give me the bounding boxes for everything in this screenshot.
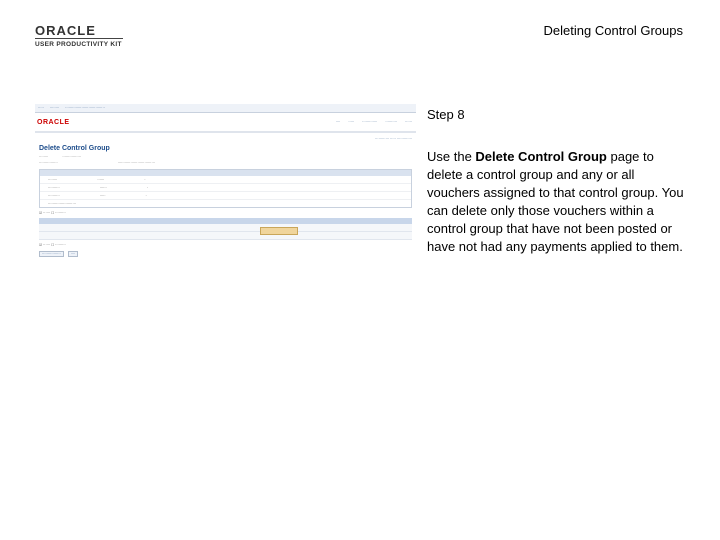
- thumbnail-info-row-2: ················ ································: [39, 161, 155, 165]
- thumbnail-brand-bar: [35, 113, 416, 133]
- logo-product: USER PRODUCTIVITY KIT: [35, 41, 122, 48]
- step-label: Step 8: [427, 107, 465, 122]
- logo-rule: [35, 38, 123, 39]
- thumbnail-totals-box: ········ ······ · ·········· ······ · ·········· ····· · ························: [39, 169, 412, 208]
- thumbnail-grid-row: [39, 232, 412, 240]
- screenshot-thumbnail: [35, 104, 416, 280]
- thumbnail-grid-row: [39, 224, 412, 232]
- step-description: [427, 148, 685, 256]
- thumbnail-update-button: [260, 227, 298, 235]
- thumbnail-footer-buttons: ················ ····: [39, 251, 416, 257]
- description-bold-term: Delete Control Group: [475, 149, 607, 164]
- thumbnail-checkboxes-2: ☑ ······ ☐ ·········: [39, 243, 66, 247]
- logo-brand: ORACLE: [35, 23, 96, 38]
- thumbnail-menu: ···· ····· ············· ·········· ······: [335, 120, 412, 124]
- description-text-after: page to delete a control group and any or all vouchers assigned to that control group. You can delete only those vouchers within a control group that have not been posted or have not had any payments applied to them.: [427, 149, 684, 254]
- thumbnail-page-title: Delete Control Group: [39, 145, 110, 152]
- oracle-upk-logo: [35, 24, 125, 48]
- thumbnail-info-row: ········ ················: [39, 155, 81, 159]
- thumbnail-links: ············ ····· ·············: [375, 137, 412, 141]
- description-text-before: Use the: [427, 149, 476, 164]
- thumbnail-brand: ORACLE: [37, 118, 70, 126]
- thumbnail-checkboxes: ☑ ······ ☐ ·········: [39, 211, 66, 215]
- thumbnail-nav-bar: ····· ········ ··································: [35, 104, 416, 113]
- document-title: Deleting Control Groups: [543, 23, 683, 38]
